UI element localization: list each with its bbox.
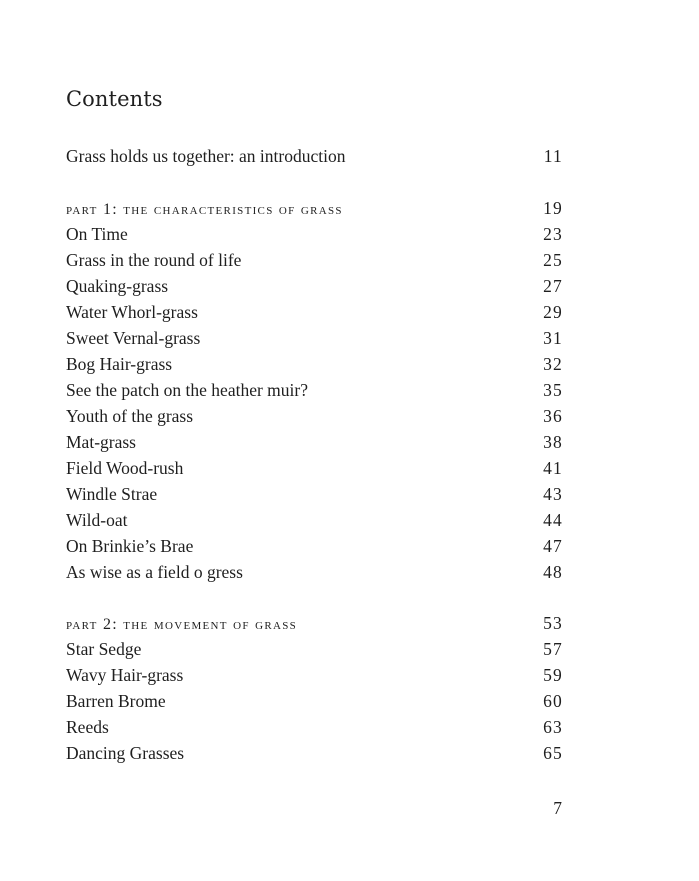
toc-entry-page: 25	[543, 250, 563, 270]
toc-entry	[66, 662, 563, 688]
toc-entry	[66, 455, 563, 481]
toc-entry-title: Barren Brome	[66, 691, 166, 711]
toc-entry	[66, 325, 563, 351]
toc-entry	[66, 221, 563, 247]
toc-part-1	[66, 195, 563, 585]
toc-entry	[66, 533, 563, 559]
toc-entry-page: 63	[543, 717, 563, 737]
toc-entry-page: 36	[543, 406, 563, 426]
toc-entry	[66, 351, 563, 377]
toc-entry-title: On Brinkie’s Brae	[66, 536, 194, 556]
toc-entry-title: As wise as a field o gress	[66, 562, 243, 582]
toc-entry	[66, 740, 563, 766]
toc-entry-page: 57	[543, 639, 563, 659]
toc-entry-page: 35	[543, 380, 563, 400]
toc-entry-title: Reeds	[66, 717, 109, 737]
toc-part-2	[66, 610, 563, 766]
toc-entry-page: 32	[543, 354, 563, 374]
part-page: 19	[543, 198, 563, 218]
toc-entry	[66, 299, 563, 325]
toc-entry-title: Field Wood-rush	[66, 458, 184, 478]
contents-heading: Contents	[66, 87, 163, 111]
toc-entry	[66, 507, 563, 533]
toc-entry	[66, 714, 563, 740]
toc-entry	[66, 247, 563, 273]
toc-entry	[66, 377, 563, 403]
part-title: part 1: the characteristics of grass	[66, 201, 343, 218]
toc-entry-introduction	[66, 143, 563, 169]
toc-entry-title: Windle Strae	[66, 484, 158, 504]
toc-entry-title: Water Whorl-grass	[66, 302, 198, 322]
toc-entry-title: Star Sedge	[66, 639, 142, 659]
toc-entry-page: 29	[543, 302, 563, 322]
toc-entry-title: Bog Hair-grass	[66, 354, 173, 374]
part-heading-row	[66, 195, 563, 221]
toc-entry-page: 31	[543, 328, 563, 348]
toc-entry-title: Grass holds us together: an introduction	[66, 146, 346, 166]
toc-entry-page: 48	[543, 562, 563, 582]
toc-entry-title: On Time	[66, 224, 128, 244]
toc-entry-page: 44	[543, 510, 563, 530]
toc-entry-title: Dancing Grasses	[66, 743, 185, 763]
toc-entry-page: 65	[543, 743, 563, 763]
toc-entry-title: Sweet Vernal-grass	[66, 328, 201, 348]
toc-entry	[66, 429, 563, 455]
toc-entry-page: 43	[543, 484, 563, 504]
toc-entry-title: Mat-grass	[66, 432, 136, 452]
page-number: 7	[553, 798, 562, 818]
toc-entry	[66, 688, 563, 714]
toc-entry-page: 38	[543, 432, 563, 452]
part-page: 53	[543, 613, 563, 633]
toc-entry-title: Wild-oat	[66, 510, 128, 530]
toc-entry-title: See the patch on the heather muir?	[66, 380, 308, 400]
toc-entry-page: 47	[543, 536, 563, 556]
toc-entry	[66, 481, 563, 507]
toc-entry-page: 59	[543, 665, 563, 685]
toc-entry	[66, 403, 563, 429]
toc-entry	[66, 273, 563, 299]
toc-entry-title: Quaking-grass	[66, 276, 169, 296]
toc-entry-page: 11	[543, 146, 563, 166]
toc-entry-page: 41	[543, 458, 563, 478]
toc-entry	[66, 636, 563, 662]
toc-entry-page: 27	[543, 276, 563, 296]
toc-entry-page: 23	[543, 224, 563, 244]
toc-entry	[66, 559, 563, 585]
toc-entry-title: Youth of the grass	[66, 406, 194, 426]
toc-entry-title: Grass in the round of life	[66, 250, 242, 270]
toc-entry-page: 60	[543, 691, 563, 711]
part-title: part 2: the movement of grass	[66, 616, 298, 633]
toc-entry-title: Wavy Hair-grass	[66, 665, 184, 685]
part-heading-row	[66, 610, 563, 636]
